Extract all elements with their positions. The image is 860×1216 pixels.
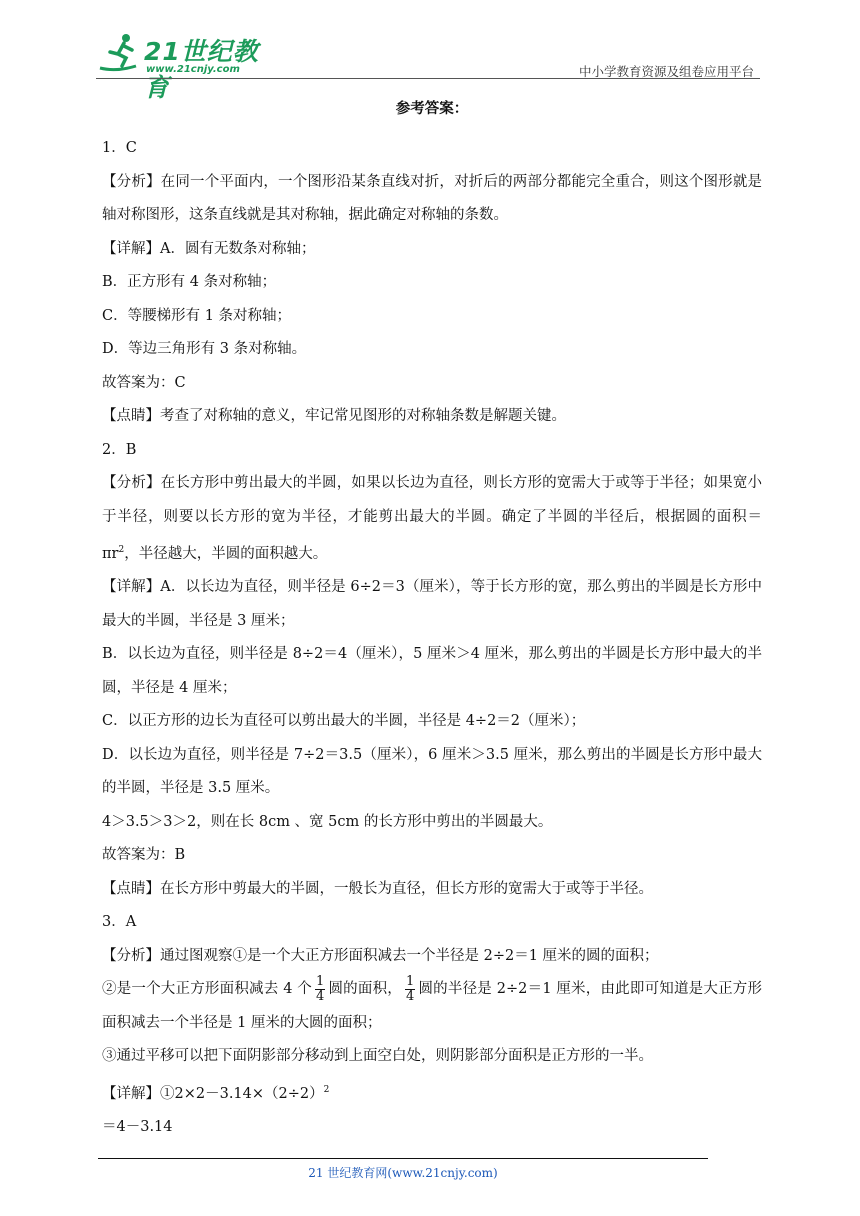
q1-detail-d: D．等边三角形有 3 条对称轴。 [102, 341, 307, 357]
fraction-denominator: 4 [316, 988, 325, 1004]
q2-analysis-pre: 【分析】在长方形中剪出最大的半圆，如果以长边为直径，则长方形的宽需大于或等于半径；如果宽小于半径，则要以长方形的宽为半径，才能剪出最大的半圆。确定了半圆的半径后，根据圆的面积＝πr [102, 475, 762, 562]
runner-icon [96, 28, 146, 78]
answer-content [102, 98, 762, 1145]
q2-comment: 【点睛】在长方形中剪最大的半圆，一般长为直径，但长方形的宽需大于或等于半径。 [102, 880, 653, 897]
page-title: 参考答案： [395, 100, 469, 117]
q3-detail-1-pre: 【详解】①2×2－3.14×（2÷2） [102, 1085, 324, 1102]
q2-detail-a: 【详解】A．以长边为直径，则半径是 6÷2＝3（厘米），等于长方形的宽，那么剪出的半圆是长方形中最大的半圆，半径是 3 厘米； [102, 579, 762, 629]
q2-detail-c: C．以正方形的边长为直径可以剪出最大的半圆，半径是 4÷2＝2（厘米）； [102, 713, 586, 730]
header-divider [96, 78, 760, 79]
q2-compare: 4＞3.5＞3＞2，则在长 8cm 、宽 5cm 的长方形中剪出的半圆最大。 [102, 813, 553, 830]
q1-conclusion: 故答案为：C [102, 374, 186, 391]
q1-detail-b: B．正方形有 4 条对称轴； [102, 274, 277, 290]
q2-analysis [102, 467, 762, 571]
q2-conclusion: 故答案为：B [102, 847, 186, 864]
q1-detail-c: C．等腰梯形有 1 条对称轴； [102, 307, 292, 324]
q3-analysis-2-pre: ②是一个大正方形面积减去 4 个 [102, 981, 312, 998]
q3-detail-1-sup: 2 [323, 1084, 330, 1095]
q3-analysis-2-mid: 圆的面积， [328, 981, 402, 998]
q1-comment: 【点睛】考查了对称轴的意义，牢记常见图形的对称轴条数是解题关键。 [102, 408, 566, 424]
q3-detail-2: ＝4－3.14 [102, 1119, 173, 1136]
q2-analysis-sup: 2 [118, 545, 125, 555]
fraction-one-quarter [315, 975, 325, 1004]
logo-name: 21世纪教育 [144, 37, 259, 102]
fraction-one-quarter-2 [405, 975, 415, 1004]
q1-detail-a: 【详解】A．圆有无数条对称轴； [102, 240, 316, 257]
footer-link[interactable]: 21 世纪教育网(www.21cnjy.com) [308, 1166, 498, 1180]
site-logo [96, 28, 266, 102]
q2-detail-d: D．以长边为直径，则半径是 7÷2＝3.5（厘米），6 厘米＞3.5 厘米，那么剪出的半圆是长方形中最大的半圆，半径是 3.5 厘米。 [102, 746, 762, 797]
q2-answer: 2．B [102, 441, 137, 458]
q1-analysis: 【分析】在同一个平面内，一个图形沿某条直线对折，对折后的两部分都能完全重合，则这个图形就是轴对称图形，这条直线就是其对称轴，据此确定对称轴的条数。 [102, 173, 762, 223]
q2-detail-b: B．以长边为直径，则半径是 8÷2＝4（厘米），5 厘米＞4 厘米，那么剪出的半圆是长方形中最大的半圆，半径是 4 厘米； [102, 646, 762, 696]
q3-analysis-3: ③通过平移可以把下面阴影部分移动到上面空白处，则阴影部分面积是正方形的一半。 [102, 1048, 653, 1065]
q1-answer: 1．C [102, 140, 137, 156]
q3-analysis-1: 【分析】通过图观察①是一个大正方形面积减去一个半径是 2÷2＝1 厘米的圆的面积； [102, 947, 659, 964]
page-header [96, 28, 760, 102]
q3-analysis-2 [102, 973, 762, 1040]
header-tagline: 中小学教育资源及组卷应用平台 [578, 64, 754, 79]
fraction-numerator: 1 [406, 973, 415, 989]
fraction-denominator: 4 [406, 988, 415, 1004]
q3-answer: 3．A [102, 914, 137, 931]
q3-detail-1 [102, 1074, 762, 1111]
fraction-numerator: 1 [316, 973, 325, 989]
q2-analysis-post: ，半径越大，半圆的面积越大。 [124, 545, 328, 562]
footer-divider [98, 1158, 708, 1159]
logo-url: www.21cnjy.com [146, 64, 240, 75]
q3-analysis-2-post: 圆的半径是 2÷2＝1 厘米，由此即可知道是大正方形面积减去一个半径是 1 厘米的大圆的面积； [102, 981, 762, 1031]
